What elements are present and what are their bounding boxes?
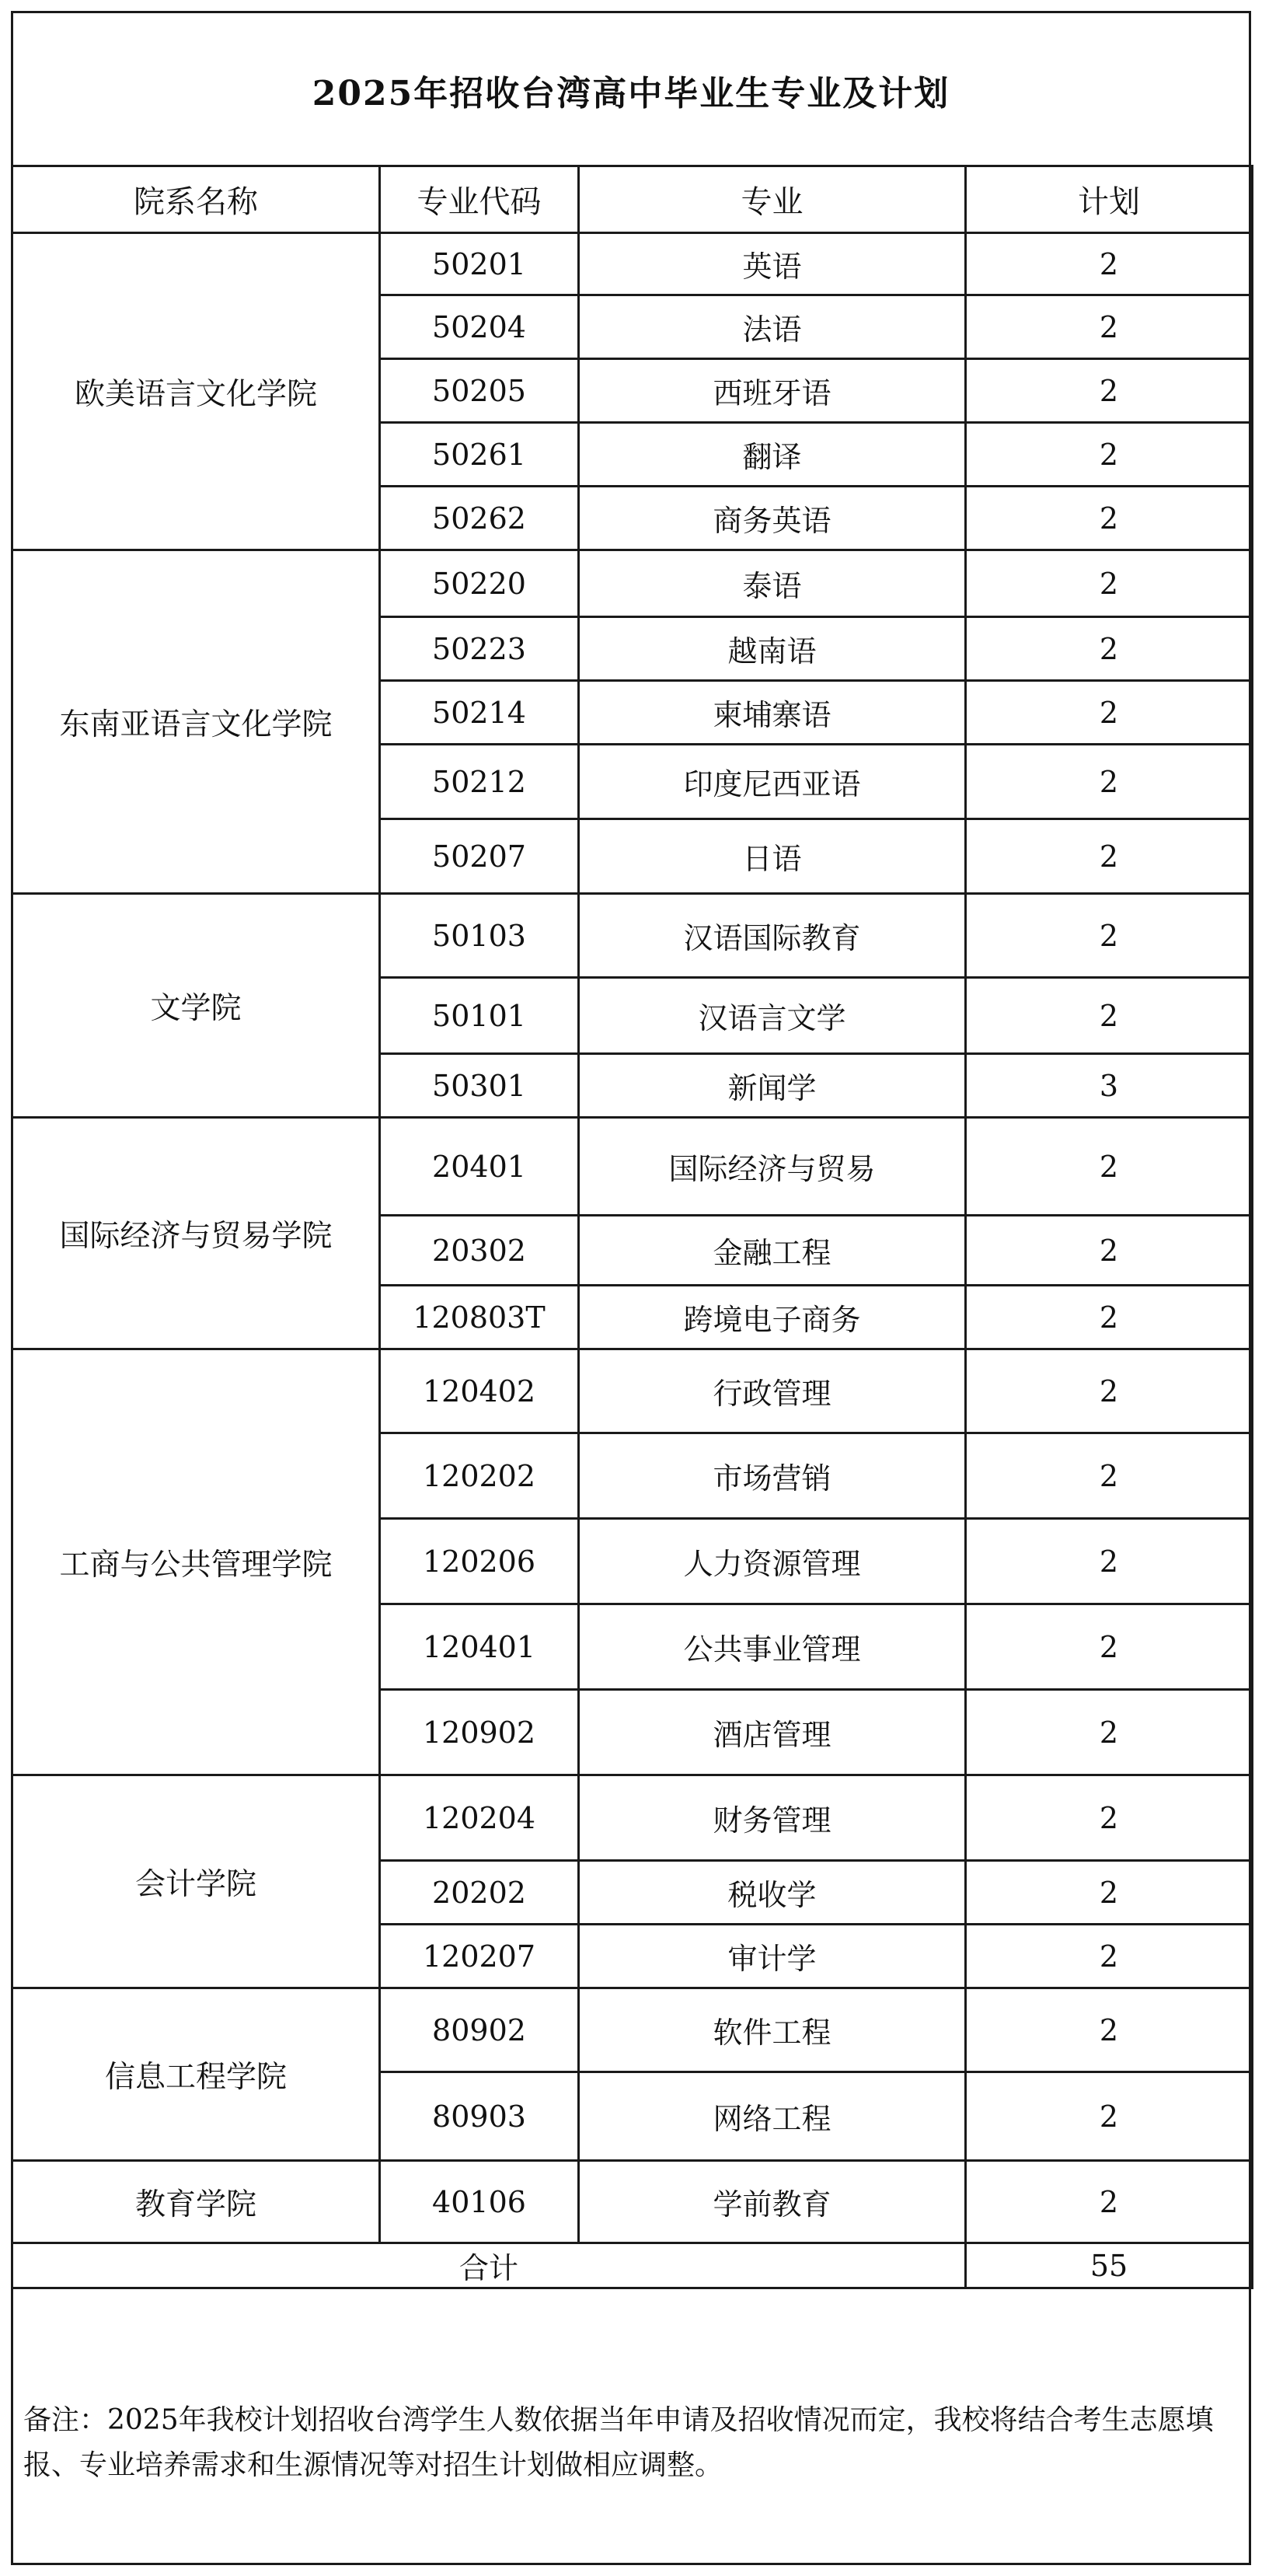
plan-count: 2 xyxy=(966,295,1253,359)
major-code: 120401 xyxy=(380,1604,579,1690)
plan-count: 2 xyxy=(966,1433,1253,1519)
plan-count: 2 xyxy=(966,819,1253,894)
table-row xyxy=(12,1349,1253,1433)
major-code: 50261 xyxy=(380,423,579,487)
plan-count: 2 xyxy=(966,681,1253,745)
major-name: 越南语 xyxy=(579,617,966,681)
footnote: 备注：2025年我校计划招收台湾学生人数依据当年申请及招收情况而定，我校将结合考生志愿填报、专业培养需求和生源情况等对招生计划做相应调整。 xyxy=(23,2404,1214,2481)
major-name: 汉语言文学 xyxy=(579,978,966,1054)
major-code: 50223 xyxy=(380,617,579,681)
plan-count: 2 xyxy=(966,359,1253,423)
plan-count: 2 xyxy=(966,1604,1253,1690)
department-name: 工商与公共管理学院 xyxy=(12,1349,380,1775)
header-major: 专业 xyxy=(579,166,966,233)
major-name: 翻译 xyxy=(579,423,966,487)
plan-count: 2 xyxy=(966,1690,1253,1775)
major-name: 网络工程 xyxy=(579,2072,966,2161)
plan-count: 2 xyxy=(966,1349,1253,1433)
plan-count: 2 xyxy=(966,1988,1253,2072)
major-name: 法语 xyxy=(579,295,966,359)
major-code: 50103 xyxy=(380,894,579,978)
major-name: 商务英语 xyxy=(579,487,966,550)
major-code: 120202 xyxy=(380,1433,579,1519)
plan-count: 2 xyxy=(966,1519,1253,1604)
plan-count: 2 xyxy=(966,1118,1253,1216)
department-name: 欧美语言文化学院 xyxy=(12,233,380,550)
plan-count: 2 xyxy=(966,487,1253,550)
major-name: 酒店管理 xyxy=(579,1690,966,1775)
major-name: 泰语 xyxy=(579,550,966,617)
header-department: 院系名称 xyxy=(12,166,380,233)
total-value: 55 xyxy=(966,2243,1253,2288)
plan-count: 2 xyxy=(966,1861,1253,1925)
major-code: 80903 xyxy=(380,2072,579,2161)
major-name: 财务管理 xyxy=(579,1775,966,1861)
major-name: 人力资源管理 xyxy=(579,1519,966,1604)
major-code: 120206 xyxy=(380,1519,579,1604)
plan-count: 2 xyxy=(966,550,1253,617)
major-name: 行政管理 xyxy=(579,1349,966,1433)
major-code: 50207 xyxy=(380,819,579,894)
major-code: 50220 xyxy=(380,550,579,617)
header-plan: 计划 xyxy=(966,166,1253,233)
table-row xyxy=(12,233,1253,295)
plan-count: 2 xyxy=(966,894,1253,978)
major-code: 80902 xyxy=(380,1988,579,2072)
major-code: 50214 xyxy=(380,681,579,745)
plan-count: 2 xyxy=(966,1775,1253,1861)
major-code: 20302 xyxy=(380,1216,579,1286)
department-name: 会计学院 xyxy=(12,1775,380,1988)
department-name: 东南亚语言文化学院 xyxy=(12,550,380,894)
total-row xyxy=(12,2243,1253,2288)
plan-count: 2 xyxy=(966,423,1253,487)
plan-count: 3 xyxy=(966,1054,1253,1118)
table-body xyxy=(12,233,1253,2243)
major-name: 日语 xyxy=(579,819,966,894)
page-title: 2025年招收台湾高中毕业生专业及计划 xyxy=(312,74,950,113)
major-code: 50262 xyxy=(380,487,579,550)
major-name: 市场营销 xyxy=(579,1433,966,1519)
plan-count: 2 xyxy=(966,1216,1253,1286)
major-name: 跨境电子商务 xyxy=(579,1286,966,1349)
plan-count: 2 xyxy=(966,233,1253,295)
major-code: 50212 xyxy=(380,745,579,819)
department-name: 文学院 xyxy=(12,894,380,1118)
header-code: 专业代码 xyxy=(380,166,579,233)
major-name: 税收学 xyxy=(579,1861,966,1925)
major-code: 120402 xyxy=(380,1349,579,1433)
table-row xyxy=(12,2161,1253,2243)
plan-count: 2 xyxy=(966,617,1253,681)
major-name: 金融工程 xyxy=(579,1216,966,1286)
table-header-row xyxy=(12,166,1253,233)
table-row xyxy=(12,1118,1253,1216)
table-row xyxy=(12,550,1253,617)
major-name: 汉语国际教育 xyxy=(579,894,966,978)
major-name: 审计学 xyxy=(579,1925,966,1988)
major-code: 20401 xyxy=(380,1118,579,1216)
department-name: 信息工程学院 xyxy=(12,1988,380,2161)
total-label: 合计 xyxy=(12,2243,966,2288)
major-name: 国际经济与贸易 xyxy=(579,1118,966,1216)
major-code: 50205 xyxy=(380,359,579,423)
major-code: 50201 xyxy=(380,233,579,295)
major-code: 40106 xyxy=(380,2161,579,2243)
major-name: 英语 xyxy=(579,233,966,295)
major-code: 120902 xyxy=(380,1690,579,1775)
plan-count: 2 xyxy=(966,2161,1253,2243)
enrollment-plan-table xyxy=(11,165,1253,2289)
major-name: 西班牙语 xyxy=(579,359,966,423)
major-code: 50204 xyxy=(380,295,579,359)
major-name: 公共事业管理 xyxy=(579,1604,966,1690)
department-name: 教育学院 xyxy=(12,2161,380,2243)
major-name: 学前教育 xyxy=(579,2161,966,2243)
major-code: 50301 xyxy=(380,1054,579,1118)
major-name: 新闻学 xyxy=(579,1054,966,1118)
department-name: 国际经济与贸易学院 xyxy=(12,1118,380,1349)
major-code: 120204 xyxy=(380,1775,579,1861)
major-code: 50101 xyxy=(380,978,579,1054)
table-row xyxy=(12,894,1253,978)
plan-count: 2 xyxy=(966,1286,1253,1349)
plan-count: 2 xyxy=(966,745,1253,819)
plan-count: 2 xyxy=(966,978,1253,1054)
plan-count: 2 xyxy=(966,2072,1253,2161)
major-code: 120207 xyxy=(380,1925,579,1988)
major-name: 印度尼西亚语 xyxy=(579,745,966,819)
major-code: 20202 xyxy=(380,1861,579,1925)
table-row xyxy=(12,1775,1253,1861)
major-name: 软件工程 xyxy=(579,1988,966,2072)
major-name: 柬埔寨语 xyxy=(579,681,966,745)
table-row xyxy=(12,1988,1253,2072)
major-code: 120803T xyxy=(380,1286,579,1349)
plan-count: 2 xyxy=(966,1925,1253,1988)
